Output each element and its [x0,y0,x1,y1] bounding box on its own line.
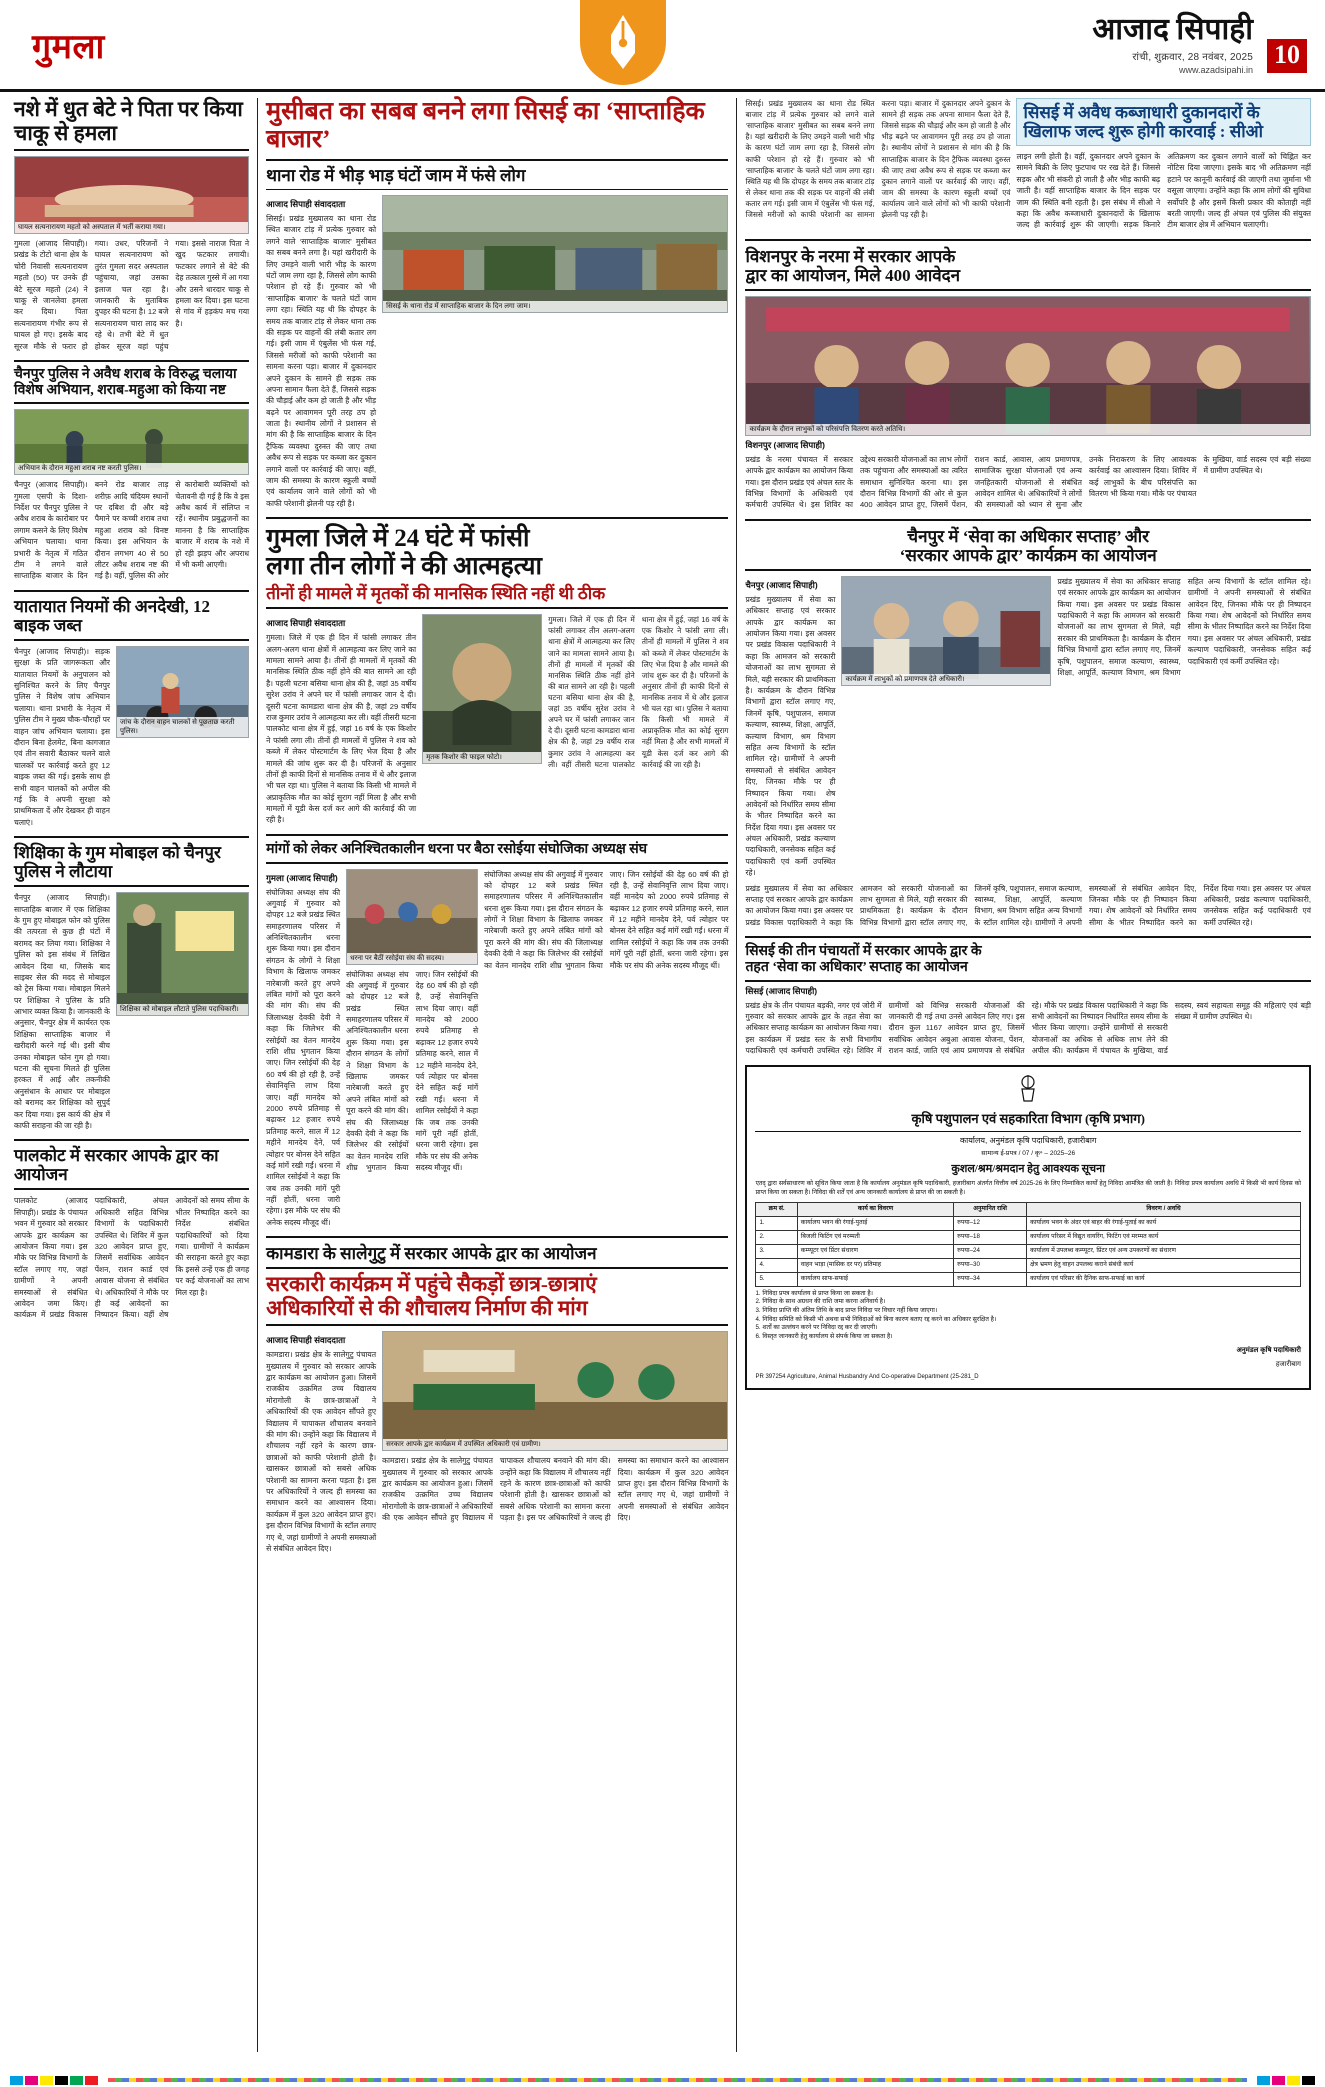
article-photo [346,869,478,965]
emblem-icon [755,1073,1301,1107]
ad-title: कुशल/श्रम/श्रमदान हेतु आवश्यक सूचना [951,1162,1106,1175]
website-url: www.azadsipahi.in [1178,64,1253,75]
article-photo [116,646,249,738]
article-body: चैनपुर (आजाद सिपाही)। गुमला एसपी के दिशा-निर्देश पर चैनपुर पुलिस ने अवैध शराब के कारोबार पर लगाम कसने के लिए विशेष अभियान चलाया। थाना प्रभारी के नेतृत्व में गठित टीम ने लगने वाले साप्ताहिक बाजार के दिन बनने रोड बाजार ताड़ शरीफ़ आदि चंदियम स्थानों पर दबिश दी और बड़े पैमाने पर कच्ची शराब तथा महुआ शराब को विनष्ट किया। इस अभियान के दौरान लगभग 40 से 50 लीटर अवैध शराब नष्ट की गई है। वहीं, पुलिस की ओर से कारोबारी व्यक्तियों को चेतावनी दी गई है कि वे इस अवैध कार्य में संलिप्त न रहें। स्थानीय प्रबुद्धजनों का मानना है कि साप्ताहिक बाजार में शराब के नशे में हो रही झड़प और अपराध में भी कमी आएगी। [14,480,250,581]
article-body-tail: प्रखंड मुख्यालय में सेवा का अधिकार सप्ताह एवं सरकार आपके द्वार कार्यक्रम का आयोजन किया गया। इस अवसर पर प्रखंड विकास पदाधिकारी ने कहा कि आमजन को सरकारी योजनाओं का लाभ सुगमता से मिले, यही सरकार की प्राथमिकता है। कार्यक्रम के दौरान विभिन्न विभागों द्वारा स्टॉल लगाए गए, जिनमें कृषि, पशुपालन, समाज कल्याण, स्वास्थ्य, शिक्षा, आपूर्ति, कल्याण विभाग, श्रम विभाग सहित अन्य विभागों के स्टॉल शामिल रहे। ग्रामीणों ने अपनी समस्याओं से संबंधित आवेदन दिए, जिनका मौके पर ही निष्पादन किया गया। शेष आवेदनों को निर्धारित समय सीमा के भीतर निष्पादित करने का निर्देश दिया गया। इस अवसर पर अंचल अधिकारी, प्रखंड कल्याण पदाधिकारी, जनसेवक सहित कई पदाधिकारी एवं कर्मी उपस्थित रहे। [745,883,1311,927]
headline: मांगों को लेकर अनिश्चितकालीन धरना पर बैठा रसोईया संघोजिका अध्यक्ष संघ [266,842,728,864]
ad-note-item: 4. निविदा समिति को किसी भी अथवा सभी निविदाओं को बिना कारण बताए रद्द करने का अधिकार सुरक्षित है। [755,1315,997,1323]
headline-line-1: गुमला जिले में 24 घंटे में फांसी [266,525,530,553]
article-body: गुमला। जिले में एक ही दिन में फांसी लगाकर तीन अलग-अलग थाना क्षेत्रों में आत्महत्या कर लिए जाने का मामला सामने आया है। तीनों ही मामलों में मृतकों की मानसिक स्थिति ठीक नहीं होने की बात सामने आ रही है। पहली घटना बसिया थाना क्षेत्र की है, जहां 35 वर्षीय सुरेश उरांव ने अपने घर में फांसी लगाकर जान दे दी। दूसरी घटना कामडारा थाना क्षेत्र की है, जहां 29 वर्षीय राज कुमार उरांव ने आत्महत्या कर ली। वहीं तीसरी घटना पालकोट थाना क्षेत्र में हुई, जहां 16 वर्ष के एक किशोर ने फांसी लगा ली। तीनों ही मामलों में पुलिस ने शव को कब्जे में लेकर पोस्टमार्टम के लिए भेज दिया है और मामले की जांच शुरू कर दी है। परिजनों के अनुसार तीनों ही काफी दिनों से मानसिक तनाव में थे और इलाज भी चल रहा था। पुलिस ने बताया कि किसी भी मामले में अप्राकृतिक मौत का कोई सुराग नहीं मिला है और सभी मामलों में यूडी केस दर्ज कर आगे की कार्रवाई की जा रही है। [266,633,417,825]
article-photo [14,156,249,234]
article-photo [14,409,249,475]
article-body: संघोजिका अध्यक्ष संघ की अगुवाई में गुरुवार को दोपहर 12 बजे प्रखंड स्थित समाहरणालय परिसर में अनिश्चितकालीन धरना शुरू किया गया। इस दौरान संगठन के लोगों ने शिक्षा विभाग के खिलाफ जमकर नारेबाजी करते हुए अपने लंबित मांगों को पूरा करने की मांग की। संघ की जिलाध्यक्ष देवकी देवी ने कहा कि जिलेभर की रसोईयों का वेतन मानदेय राशि शीघ्र भुगतान किया जाए। जिन रसोईयों की देह 60 वर्ष की हो रही है, उन्हें सेवानिवृत्ति लाभ दिया जाए। वहीं मानदेय को 2000 रुपये प्रतिमाह से बढ़ाकर 12 हजार रुपये प्रतिमाह करने, साल में 12 महीने मानदेय देने, पर्व त्योहार पर बोनस देने सहित कई मांगें रखी गईं। धरना में शामिल रसोईयों ने कहा कि जब तक उनकी मांगें पूरी नहीं होतीं, धरना जारी रहेगा। इस मौके पर संघ की अनेक सदस्य मौजूद थीं। [266,887,341,1227]
headline-line-2: लगा तीन लोगों ने की आत्महत्या [266,552,543,580]
cell-details: कार्यालय परिसर में विद्युत वायरिंग, फिटिंग एवं मरम्मत कार्य [1027,1230,1301,1244]
photo-caption: कार्यक्रम में लाभुकों को प्रमाणपत्र देते अधिकारी। [842,674,1050,685]
table-row [756,1272,1301,1286]
article-rasoiya-dharna [266,834,728,1228]
swatch-cyan [10,2076,23,2085]
article-body: कामडारा। प्रखंड क्षेत्र के सालेगुटु पंचायत मुख्यालय में गुरुवार को सरकार आपके द्वार कार्यक्रम का आयोजन हुआ। जिसमें राजकीय उत्क्रमित उच्च विद्यालय मोरागोली के छात्र-छात्राओं ने अधिकारियों की एक आवेदन सौंपते हुए विद्यालय में चापाकल शौचालय बनवाने की मांग की। उन्होंने कहा कि विद्यालय में शौचालय नहीं रहने के कारण छात्र-छात्राओं को काफी परेशानी होती है। खासकर छात्राओं को सबसे अधिक परेशानी का सामना करना पड़ता है। इस पर अधिकारियों ने जल्द ही समस्या का समाधान करने का आश्वासन दिया। कार्यक्रम में कुल 320 आवेदन प्राप्त हुए। इस दौरान विभिन्न विभागों के स्टॉल लगाए गए थे, जहां ग्रामीणों ने अपनी समस्याओं से संबंधित आवेदन दिए। [266,1350,377,1553]
article-bishunpur-narma [745,239,1311,511]
table-row [756,1216,1301,1230]
article-body-part1: सिसई। प्रखंड मुख्यालय का थाना रोड स्थित बाजार टांड़ में प्रत्येक गुरुवार को लगने वाले ‘साप्ताहिक बाजार’ मुसीबत का सबब बनने लगा है। यहां खरीदारी के लिए उमड़ने वाली भारी भीड़ के कारण घंटों जाम लगा रहा है, जिससे लोग काफी परेशान हो रहे हैं। गुरुवार को भी ‘साप्ताहिक बाजार’ के चलते घंटों जाम लगा रहा। स्थिति यह थी कि दोपहर के समय तक बाजार टांड़ से लेकर थाना तक की सड़क पर वाहनों की लंबी कतार लग गई। इसी जाम में एंबुलेंस भी फंस गई, जिससे मरीजों को काफी परेशानी का सामना करना पड़ा। बाजार में दुकानदार अपने दुकान के सामने ही सड़क तक अपना सामान फैला देते हैं, जिससे सड़क की चौड़ाई और कम हो जाती है और भीड़ बढ़ने पर आवागमन पूरी तरह ठप हो जाता है। स्थानीय लोगों ने प्रशासन से मांग की है कि साप्ताहिक बाजार के दिन ट्रैफिक व्यवस्था दुरुस्त की जाए तथा अवैध रूप से सड़क पर कब्जा कर दुकान लगाने वालों पर कार्रवाई की जाए। वहीं, जाम की समस्या के कारण स्कूली बच्चों एवं कार्यालय जाने वाले लोगों को भी काफी परेशानी झेलनी पड़ रही है। [266,214,377,508]
byline: आजाद सिपाही संवाददाता [266,1335,346,1346]
column-divider [257,98,258,2052]
photo-caption: कार्यक्रम के दौरान लाभुकों को परिसंपत्ति वितरण करते अतिथि। [746,424,1310,435]
cell-work: कम्प्यूटर एवं प्रिंटर संधारण [797,1244,953,1258]
article-knife-attack [14,98,249,352]
masthead-brand [981,14,1311,75]
right-column [745,98,1311,2052]
photo-caption: शिक्षिका को मोबाइल लौटाते पुलिस पदाधिकारी। [117,1004,248,1015]
article-body-continued: गुमला। जिले में एक ही दिन में फांसी लगाकर तीन अलग-अलग थाना क्षेत्रों में आत्महत्या कर लिए जाने का मामला सामने आया है। तीनों ही मामलों में मृतकों की मानसिक स्थिति ठीक नहीं होने की बात सामने आ रही है। पहली घटना बसिया थाना क्षेत्र की है, जहां 35 वर्षीय सुरेश उरांव ने अपने घर में फांसी लगाकर जान दे दी। दूसरी घटना कामडारा थाना क्षेत्र की है, जहां 29 वर्षीय राज कुमार उरांव ने आत्महत्या कर ली। वहीं तीसरी घटना पालकोट थाना क्षेत्र में हुई, जहां 16 वर्ष के एक किशोर ने फांसी लगा ली। तीनों ही मामलों में पुलिस ने शव को कब्जे में लेकर पोस्टमार्टम के लिए भेज दिया है और मामले की जांच शुरू कर दी है। परिजनों के अनुसार तीनों ही काफी दिनों से मानसिक तनाव में थे और इलाज भी चल रहा था। पुलिस ने बताया कि किसी भी मामले में अप्राकृतिक मौत का कोई सुराग नहीं मिला है और सभी मामलों में यूडी केस दर्ज कर आगे की कार्रवाई की जा रही है। [548,615,729,769]
table-row [756,1244,1301,1258]
article-body-continued: कामडारा। प्रखंड क्षेत्र के सालेगुटु पंचायत मुख्यालय में गुरुवार को सरकार आपके द्वार कार्यक्रम का आयोजन हुआ। जिसमें राजकीय उत्क्रमित उच्च विद्यालय मोरागोली के छात्र-छात्राओं ने अधिकारियों की एक आवेदन सौंपते हुए विद्यालय में चापाकल शौचालय बनवाने की मांग की। उन्होंने कहा कि विद्यालय में शौचालय नहीं रहने के कारण छात्र-छात्राओं को काफी परेशानी होती है। खासकर छात्राओं को सबसे अधिक परेशानी का सामना करना पड़ता है। इस पर अधिकारियों ने जल्द ही समस्या का समाधान करने का आश्वासन दिया। कार्यक्रम में कुल 320 आवेदन प्राप्त हुए। इस दौरान विभिन्न विभागों के स्टॉल लगाए गए थे, जहां ग्रामीणों ने अपनी समस्याओं से संबंधित आवेदन दिए। [382,1456,729,1523]
pen-nib-icon [580,0,666,85]
article-traffic-bikes [14,590,249,828]
article-photo [422,614,542,764]
article-kamdara-program [266,1236,728,1554]
photo-caption: सरकार आपके द्वार कार्यक्रम में उपस्थित अधिकारी एवं ग्रामीण। [383,1439,727,1450]
left-column [14,98,249,2052]
article-weekly-market [266,98,728,509]
page-content [0,92,1325,2052]
headline: चैनपुर पुलिस ने अवैध शराब के विरुद्ध चलाया विशेष अभियान, शराब-महुआ को किया नष्ट [14,367,249,404]
cell-amount: रुपया–24 [954,1244,1027,1258]
place-date: रांची, शुक्रवार, 28 नवंबर, 2025 [1132,51,1253,63]
byline: गुमला (आजाद सिपाही) [266,872,338,883]
article-body-continued: प्रखंड मुख्यालय में सेवा का अधिकार सप्ताह एवं सरकार आपके द्वार कार्यक्रम का आयोजन किया गया। इस अवसर पर प्रखंड विकास पदाधिकारी ने कहा कि आमजन को सरकारी योजनाओं का लाभ सुगमता से मिले, यही सरकार की प्राथमिकता है। कार्यक्रम के दौरान विभिन्न विभागों द्वारा स्टॉल लगाए गए, जिनमें कृषि, पशुपालन, समाज कल्याण, स्वास्थ्य, शिक्षा, आपूर्ति, कल्याण विभाग, श्रम विभाग सहित अन्य विभागों के स्टॉल शामिल रहे। ग्रामीणों ने अपनी समस्याओं से संबंधित आवेदन दिए, जिनका मौके पर ही निष्पादन किया गया। शेष आवेदनों को निर्धारित समय सीमा के भीतर निष्पादित करने का निर्देश दिया गया। इस अवसर पर अंचल अधिकारी, प्रखंड कल्याण पदाधिकारी, जनसेवक सहित कई पदाधिकारी एवं कर्मी उपस्थित रहे। [1057,576,1311,677]
ad-note-item: 3. निविदा प्राप्ति की अंतिम तिथि के बाद प्राप्त निविदा पर विचार नहीं किया जाएगा। [755,1307,938,1315]
photo-caption: जांच के दौरान वाहन चालकों से पूछताछ करती पुलिस। [117,717,248,737]
article-body-continued: संघोजिका अध्यक्ष संघ की अगुवाई में गुरुवार को दोपहर 12 बजे प्रखंड स्थित समाहरणालय परिसर में अनिश्चितकालीन धरना शुरू किया गया। इस दौरान संगठन के लोगों ने शिक्षा विभाग के खिलाफ जमकर नारेबाजी करते हुए अपने लंबित मांगों को पूरा करने की मांग की। संघ की जिलाध्यक्ष देवकी देवी ने कहा कि जिलेभर की रसोईयों का वेतन मानदेय राशि शीघ्र भुगतान किया जाए। जिन रसोईयों की देह 60 वर्ष की हो रही है, उन्हें सेवानिवृत्ति लाभ दिया जाए। वहीं मानदेय को 2000 रुपये प्रतिमाह से बढ़ाकर 12 हजार रुपये प्रतिमाह करने, साल में 12 महीने मानदेय देने, पर्व त्योहार पर बोनस देने सहित कई मांगें रखी गईं। धरना में शामिल रसोईयों ने कहा कि जब तक उनकी मांगें पूरी नहीं होतीं, धरना जारी रहेगा। इस मौके पर संघ की अनेक सदस्य मौजूद थीं। [346,969,479,1173]
headline-line-1: सिसई की तीन पंचायतों में सरकार आपके द्वार के [745,944,982,960]
cell-details: कार्यालय में उपलब्ध कम्प्यूटर, प्रिंटर एवं अन्य उपकरणों का संधारण [1027,1244,1301,1258]
cell-sno: 1. [756,1216,797,1230]
swatch-magenta-right [1272,2076,1285,2085]
print-registration-bar [0,2073,1325,2087]
swatch-black [55,2076,68,2085]
table-row [756,1258,1301,1272]
byline: विशनपुर (आजाद सिपाही) [745,439,825,450]
cell-sno: 2. [756,1230,797,1244]
article-photo [745,296,1311,436]
byline: सिसई (आजाद सिपाही) [745,985,818,996]
ad-note-item: 1. निविदा प्रपत्र कार्यालय से प्राप्त किया जा सकता है। [755,1289,874,1297]
ad-col-amount: अनुमानित राशि [954,1202,1027,1216]
cell-work: कार्यालय भवन की रंगाई-पुताई [797,1216,953,1230]
cell-sno: 5. [756,1272,797,1286]
swatch-magenta [25,2076,38,2085]
article-chainpur-seva [745,519,1311,928]
edition-name: गुमला [32,28,105,66]
cell-details: कार्यालय भवन के अंदर एवं बाहर की रंगाई-पुताई का कार्य [1027,1216,1301,1230]
photo-caption: सिसई के थाना रोड में साप्ताहिक बाजार के दिन लगा जाम। [383,301,727,312]
article-liquor-raid [14,360,249,582]
headline: कामडारा के सालेगुटु में सरकार आपके द्वार का आयोजन [266,1244,728,1269]
swatch-yellow-right [1287,2076,1300,2085]
subheadline: तीनों ही मामले में मृतकों की मानसिक स्थिति नहीं थी ठीक [266,584,728,609]
article-body: प्रखंड के नरमा पंचायत में सरकार आपके द्वार कार्यक्रम का आयोजन किया गया। इस दौरान प्रखंड एवं अंचल स्तर के विभिन्न विभागों के अधिकारी एवं कर्मचारी उपस्थित थे। इस शिविर का उद्देश्य सरकारी योजनाओं का लाभ लोगों तक पहुंचाना और समस्याओं का त्वरित समाधान सुनिश्चित करना था। इस दौरान विभिन्न विभागों की ओर से कुल 400 आवेदन प्राप्त हुए, जिसमें पेंशन, राशन कार्ड, आवास, आय प्रमाणपत्र, सामाजिक सुरक्षा योजनाओं एवं अन्य जनहितकारी योजनाओं से संबंधित आवेदन शामिल थे। अधिकारियों ने लोगों की समस्याओं को ध्यान से सुना और उनके निराकरण के लिए आवश्यक कार्रवाई का आश्वासन दिया। शिविर में कई लाभुकों के बीच परिसंपत्ति का वितरण भी किया गया। मौके पर पंचायत के मुखिया, वार्ड सदस्य एवं बड़ी संख्या में ग्रामीण उपस्थित थे। [745,454,1311,510]
article-body: चैनपुर (आजाद सिपाही)। सड़क सुरक्षा के प्रति जागरूकता और यातायात नियमों के अनुपालन को सुनिश्चित करने के लिए चैनपुर पुलिस ने विशेष जांच अभियान चलाया। थाना प्रभारी के नेतृत्व में पुलिस टीम ने मुख्य चौक-चौराहों पर वाहन जांच अभियान चलाया। इस दौरान बिना हेलमेट, बिना कागजात एवं तीन सवारी बैठाकर चलने वाले चालकों पर कार्रवाई करते हुए 12 बाइक जब्त की गई। इसके साथ ही सभी वाहन चालकों को अपील की गई कि वे अपनी सुरक्षा को प्राथमिकता दें और देखकर ही वाहन चलाएं। [14,646,110,827]
ad-note-item: 6. विस्तृत जानकारी हेतु कार्यालय से संपर्क किया जा सकता है। [755,1333,893,1341]
headline: नशे में धुत बेटे ने पिता पर किया चाकू से हमला [14,98,249,151]
headline-line-1: चैनपुर में ‘सेवा का अधिकार सप्ताह’ और [907,526,1150,546]
cell-details: कार्यालय एवं परिसर की दैनिक साफ-सफाई का कार्य [1027,1272,1301,1286]
ad-table [755,1202,1301,1287]
photo-caption: धरना पर बैठीं रसोईया संघ की सदस्य। [347,953,477,964]
cell-work: बिजली फिटिंग एवं मरम्मती [797,1230,953,1244]
cell-sno: 4. [756,1258,797,1272]
cell-work: कार्यालय साफ-सफाई [797,1272,953,1286]
article-mobile-returned [14,836,249,1131]
ad-col-details: विवरण / अवधि [1027,1202,1301,1216]
ad-pr-number: PR 397254 Agriculture, Animal Husbandry And Co-operative Department (25-281_D [755,1374,979,1380]
article-photo [116,892,249,1016]
article-photo [382,195,728,313]
article-body: प्रखंड क्षेत्र के तीन पंचायत बड़की, नगर एवं जोरी में गुरुवार को सरकार आपके द्वार के तहत सेवा का अधिकार सप्ताह कार्यक्रम का आयोजन किया गया। इस कार्यक्रम में प्रखंड स्तर के सभी विभागीय पदाधिकारी एवं कर्मचारी उपस्थित रहे। शिविर में ग्रामीणों को विभिन्न सरकारी योजनाओं की जानकारी दी गई तथा उनसे आवेदन लिए गए। इस दौरान कुल 1167 आवेदन प्राप्त हुए, जिसमें सर्वाधिक आवेदन अबुआ आवास योजना, पेंशन, राशन कार्ड, जाति एवं आय प्रमाणपत्र से संबंधित रहे। मौके पर प्रखंड विकास पदाधिकारी ने कहा कि सभी आवेदनों का निष्पादन निर्धारित समय सीमा के भीतर किया जाएगा। उन्होंने ग्रामीणों से सरकारी योजनाओं का अधिक से अधिक लाभ लेने की अपील की। कार्यक्रम में पंचायत के मुखिया, वार्ड सदस्य, स्वयं सहायता समूह की महिलाएं एवं बड़ी संख्या में ग्रामीण उपस्थित थे। [745,1000,1311,1056]
ad-notes [755,1290,1301,1342]
headline-line-2: ‘सरकार आपके द्वार’ कार्यक्रम का आयोजन [745,546,1311,571]
article-body: गुमला (आजाद सिपाही)। प्रखंड के टोटो थाना क्षेत्र के चोरी निवासी सत्यनारायण महतो (50) पर उनके ही बेटे सूरज महतो (24) ने चाकू से जानलेवा हमला कर दिया। पिता सत्यनारायण गंभीर रूप से घायल हो गए। इसके बाद सूरज मौके से फरार हो गया। उधर, परिजनों ने घायल सत्यनारायण को तुरंत गुमला सदर अस्पताल पहुंचाया, जहां उसका इलाज चल रहा है। जानकारी के मुताबिक दुपहर की घटना है। 12 बजे सत्यनारायण चारा लाद कर रहे थे। तभी बेटे में धुत होकर सूरज वहां पहुंच गया। इससे नाराज पिता ने खुद फटकार लगायी। फटकार लगाने से बेटे की देह तत्काल गुस्से में आ गया और उसने धारदार चाकू से हमला कर दिया। इस घटना से गांव में हड़कंप मच गया है। [14,239,250,351]
subheadline: थाना रोड में भीड़ भाड़ घंटों जाम में फंसे लोग [266,166,728,190]
ad-table-header-row [756,1202,1301,1216]
photo-caption: मृतक किशोर की फाइल फोटो। [423,752,541,763]
swatch-red [85,2076,98,2085]
headline-line-2: द्वार का आयोजन, मिले 400 आवेदन [745,266,1311,291]
masthead-logo [264,5,981,85]
ad-note-item: 2. निविदा के साथ अग्रधन की राशि जमा करना अनिवार्य है। [755,1298,886,1306]
cell-amount: रुपया–34 [954,1272,1027,1286]
cell-amount: रुपया–12 [954,1216,1027,1230]
article-palkot-program [14,1139,249,1320]
sidebar-box-co-statement [1016,98,1311,146]
cell-details: क्षेत्र भ्रमण हेतु वाहन उपलब्ध कराने संबंधी कार्य [1027,1258,1301,1272]
ad-reference-number: सामान्य ई-प्रपत्र / 07 / कृ॰ – 2025–26 [981,1150,1076,1158]
article-sisai-three-panchayats [745,936,1311,1056]
byline: चैनपुर (आजाद सिपाही) [745,579,818,590]
ad-signature-line-1: अनुमंडल कृषि पदाधिकारी [1236,1346,1301,1354]
lead-jump-text: सिसई। प्रखंड मुख्यालय का थाना रोड स्थित बाजार टांड़ में प्रत्येक गुरुवार को लगने वाले ‘साप्ताहिक बाजार’ मुसीबत का सबब बनने लगा है। यहां खरीदारी के लिए उमड़ने वाली भारी भीड़ के कारण घंटों जाम लगा रहा है, जिससे लोग काफी परेशान हो रहे हैं। गुरुवार को भी ‘साप्ताहिक बाजार’ के चलते घंटों जाम लगा रहा। स्थिति यह थी कि दोपहर के समय तक बाजार टांड़ से लेकर थाना तक की सड़क पर वाहनों की लंबी कतार लग गई। इसी जाम में एंबुलेंस भी फंस गई, जिससे मरीजों को काफी परेशानी का सामना करना पड़ा। बाजार में दुकानदार अपने दुकान के सामने ही सड़क तक अपना सामान फैला देते हैं, जिससे सड़क की चौड़ाई और कम हो जाती है और भीड़ बढ़ने पर आवागमन पूरी तरह ठप हो जाता है। स्थानीय लोगों ने प्रशासन से मांग की है कि साप्ताहिक बाजार के दिन ट्रैफिक व्यवस्था दुरुस्त की जाए तथा अवैध रूप से सड़क पर कब्जा कर दुकान लगाने वालों पर कार्रवाई की जाए। वहीं, जाम की समस्या के कारण स्कूली बच्चों एवं कार्यालय जाने वाले लोगों को भी काफी परेशानी झेलनी पड़ रही है। [745,99,1011,220]
article-photo [382,1331,728,1451]
byline: आजाद सिपाही संवाददाता [266,618,346,629]
headline: यातायात नियमों की अनदेखी, 12 बाइक जब्त [14,597,249,641]
registration-strip [108,2078,1247,2082]
headline: पालकोट में सरकार आपके द्वार का आयोजन [14,1146,249,1190]
paper-name: आजाद सिपाही [1092,13,1253,47]
headline-line-1: सरकारी कार्यक्रम में पहुंचे सैकड़ों छात्र-छात्राएं [266,1272,597,1297]
color-swatches-right [1257,2076,1315,2085]
sidebar-box-body: लाइन लगी होती है। वहीं, दुकानदार अपने दुकान के सामने बिक्री के लिए फुटपाथ पर रख देते हैं। जिससे सड़क और भी संकरी हो जाती है और भीड़ काफी बढ़ जाती है। वहीं साप्ताहिक बाजार के दिन सड़क पर जाम की स्थिति बनी रहती है। इस संबंध में सीओ ने कहा कि अवैध कब्जाधारी दुकानदारों के खिलाफ जल्द ही कार्रवाई शुरू की जाएगी। सड़क किनारे अतिक्रमण कर दुकान लगाने वालों को चिह्नित कर नोटिस दिया जाएगा। इसके बाद भी अतिक्रमण नहीं हटाने पर कानूनी कार्रवाई की जाएगी तथा जुर्माना भी वसूला जाएगा। उन्होंने कहा कि आम लोगों की सुविधा सर्वोपरि है और इसमें किसी प्रकार की कोताही नहीं बरती जाएगी। जल्द ही अंचल एवं पुलिस की संयुक्त टीम बाजार क्षेत्र में अभियान चलाएगी। [1016,152,1311,230]
table-row [756,1230,1301,1244]
cell-amount: रुपया–30 [954,1258,1027,1272]
column-divider-2 [736,98,737,2052]
article-photo [841,576,1051,686]
swatch-yellow [40,2076,53,2085]
article-body: पालकोट (आजाद सिपाही)। प्रखंड के पंचायत भवन में गुरुवार को सरकार आपके द्वार कार्यक्रम का आयोजन किया गया। इस मौके पर विभिन्न विभागों के स्टॉल लगाए गए, जहां ग्रामीणों ने अपनी समस्याओं से संबंधित आवेदन जमा किए। कार्यक्रम में प्रखंड विकास पदाधिकारी, अंचल अधिकारी सहित विभिन्न विभागों के पदाधिकारी उपस्थित थे। शिविर में कुल 320 आवेदन प्राप्त हुए, जिसमें सर्वाधिक आवेदन पेंशन, राशन कार्ड एवं आवास योजना से संबंधित थे। अधिकारियों ने मौके पर ही कई आवेदनों का निष्पादन किया। वहीं शेष आवेदनों को समय सीमा के भीतर निष्पादित करने का निर्देश संबंधित पदाधिकारियों को दिया गया। ग्रामीणों ने कार्यक्रम की सराहना करते हुए कहा कि इससे उन्हें एक ही जगह पर कई योजनाओं का लाभ मिल रहा है। [14,1196,250,1320]
page-number: 10 [1267,39,1307,73]
article-body-part1: चैनपुर (आजाद सिपाही)। साप्ताहिक बाजार में एक शिक्षिका के गुम हुए मोबाइल फोन को पुलिस की तत्परता से कुछ ही घंटों में बरामद कर लिया गया। शिक्षिका ने पुलिस को इस संबंध में लिखित आवेदन दिया था, जिसके बाद साइबर सेल की मदद से मोबाइल को ट्रेस किया गया। मोबाइल मिलने पर शिक्षिका ने पुलिस के प्रति आभार व्यक्त किया है। जानकारी के अनुसार, चैनपुर क्षेत्र में कार्यरत एक शिक्षिका साप्ताहिक बाजार में खरीदारी करने गई थी। इसी बीच उनका मोबाइल फोन गुम हो गया। घटना की सूचना मिलते ही पुलिस हरकत में आई और तकनीकी अनुसंधान के आधार पर मोबाइल को बरामद कर शिक्षिका को सुपुर्द कर दिया गया। इस कार्य की क्षेत्र में काफी सराहना की जा रही है। [14,893,110,1130]
middle-column [266,98,728,2052]
photo-caption: घायल सत्यनारायण महतो को अस्पताल में भर्ती कराया गया। [15,222,248,233]
ad-department-line-2: कार्यालय, अनुमंडल कृषि पदाधिकारी, हजारीबाग [960,1136,1097,1146]
ad-signature-line-2: हजारीबाग [1275,1360,1301,1368]
government-tender-ad [745,1065,1311,1390]
swatch-cyan-right [1257,2076,1270,2085]
article-suicides [266,517,728,826]
swatch-black-right [1302,2076,1315,2085]
article-body: प्रखंड मुख्यालय में सेवा का अधिकार सप्ताह एवं सरकार आपके द्वार कार्यक्रम का आयोजन किया गया। इस अवसर पर प्रखंड विकास पदाधिकारी ने कहा कि आमजन को सरकारी योजनाओं का लाभ सुगमता से मिले, यही सरकार की प्राथमिकता है। कार्यक्रम के दौरान विभिन्न विभागों द्वारा स्टॉल लगाए गए, जिनमें कृषि, पशुपालन, समाज कल्याण, स्वास्थ्य, शिक्षा, आपूर्ति, कल्याण विभाग, श्रम विभाग सहित अन्य विभागों के स्टॉल शामिल रहे। ग्रामीणों ने अपनी समस्याओं से संबंधित आवेदन दिए, जिनका मौके पर ही निष्पादन किया गया। शेष आवेदनों को निर्धारित समय सीमा के भीतर निष्पादित करने का निर्देश दिया गया। इस अवसर पर अंचल अधिकारी, प्रखंड कल्याण पदाधिकारी, जनसेवक सहित कई पदाधिकारी एवं कर्मी उपस्थित रहे। [745,594,836,878]
headline: सिसई में अवैध कब्जाधारी दुकानदारों के खिलाफ जल्द शुरू होगी कारवाई : सीओ [1023,103,1263,142]
ad-department-line-1: कृषि पशुपालन एवं सहकारिता विभाग (कृषि प्रभाग) [755,1110,1301,1133]
masthead [0,0,1325,92]
swatch-green [70,2076,83,2085]
photo-caption: अभियान के दौरान महुआ शराब नष्ट करती पुलिस। [15,463,248,474]
headline-line-2: तहत ‘सेवा का अधिकार’ सप्ताह का आयोजन [745,960,1311,982]
cell-amount: रुपया–18 [954,1230,1027,1244]
ad-note-item: 5. शर्तों का उल्लंघन करने पर निविदा रद्द कर दी जाएगी। [755,1324,878,1332]
headline-line-1: विशनपुर के नरमा में सरकार आपके [745,246,956,266]
byline: आजाद सिपाही संवाददाता [266,199,346,210]
cell-sno: 3. [756,1244,797,1258]
headline: मुसीबत का सबब बनने लगा सिसई का ‘साप्ताहिक बाजार’ [266,98,728,161]
ad-col-sno: क्रम सं. [756,1202,797,1216]
article-body-tail: संघोजिका अध्यक्ष संघ की अगुवाई में गुरुवार को दोपहर 12 बजे प्रखंड स्थित समाहरणालय परिसर में अनिश्चितकालीन धरना शुरू किया गया। इस दौरान संगठन के लोगों ने शिक्षा विभाग के खिलाफ जमकर नारेबाजी करते हुए अपने लंबित मांगों को पूरा करने की मांग की। संघ की जिलाध्यक्ष देवकी देवी ने कहा कि जिलेभर की रसोईयों का वेतन मानदेय राशि शीघ्र भुगतान किया जाए। जिन रसोईयों की देह 60 वर्ष की हो रही है, उन्हें सेवानिवृत्ति लाभ दिया जाए। वहीं मानदेय को 2000 रुपये प्रतिमाह से बढ़ाकर 12 हजार रुपये प्रतिमाह करने, साल में 12 महीने मानदेय देने, पर्व त्योहार पर बोनस देने सहित कई मांगें रखी गईं। धरना में शामिल रसोईयों ने कहा कि जब तक उनकी मांगें पूरी नहीं होतीं, धरना जारी रहेगा। इस मौके पर संघ की अनेक सदस्य मौजूद थीं। [484,869,729,970]
color-swatches [10,2076,98,2085]
ad-col-work: कार्य का विवरण [797,1202,953,1216]
headline: शिक्षिका के गुम मोबाइल को चैनपुर पुलिस ने लौटाया [14,843,249,887]
headline-line-2: अधिकारियों से की शौचालय निर्माण की मांग [266,1297,728,1327]
cell-work: वाहन भाड़ा (मासिक दर पर) प्रतिमाह [797,1258,953,1272]
ad-intro: एतद् द्वारा सर्वसाधारण को सूचित किया जाता है कि कार्यालय अनुमंडल कृषि पदाधिकारी, हजारीबाग अंतर्गत वित्तीय वर्ष 2025-26 के लिए निम्नांकित कार्यों हेतु निविदा आमंत्रित की जाती है। निविदा प्रपत्र कार्यालय अवधि में किसी भी कार्य दिवस को प्राप्त किया जा सकता है। निविदा की शर्तें एवं अन्य जानकारी कार्यालय से प्राप्त की जा सकती है। [755,1180,1301,1197]
